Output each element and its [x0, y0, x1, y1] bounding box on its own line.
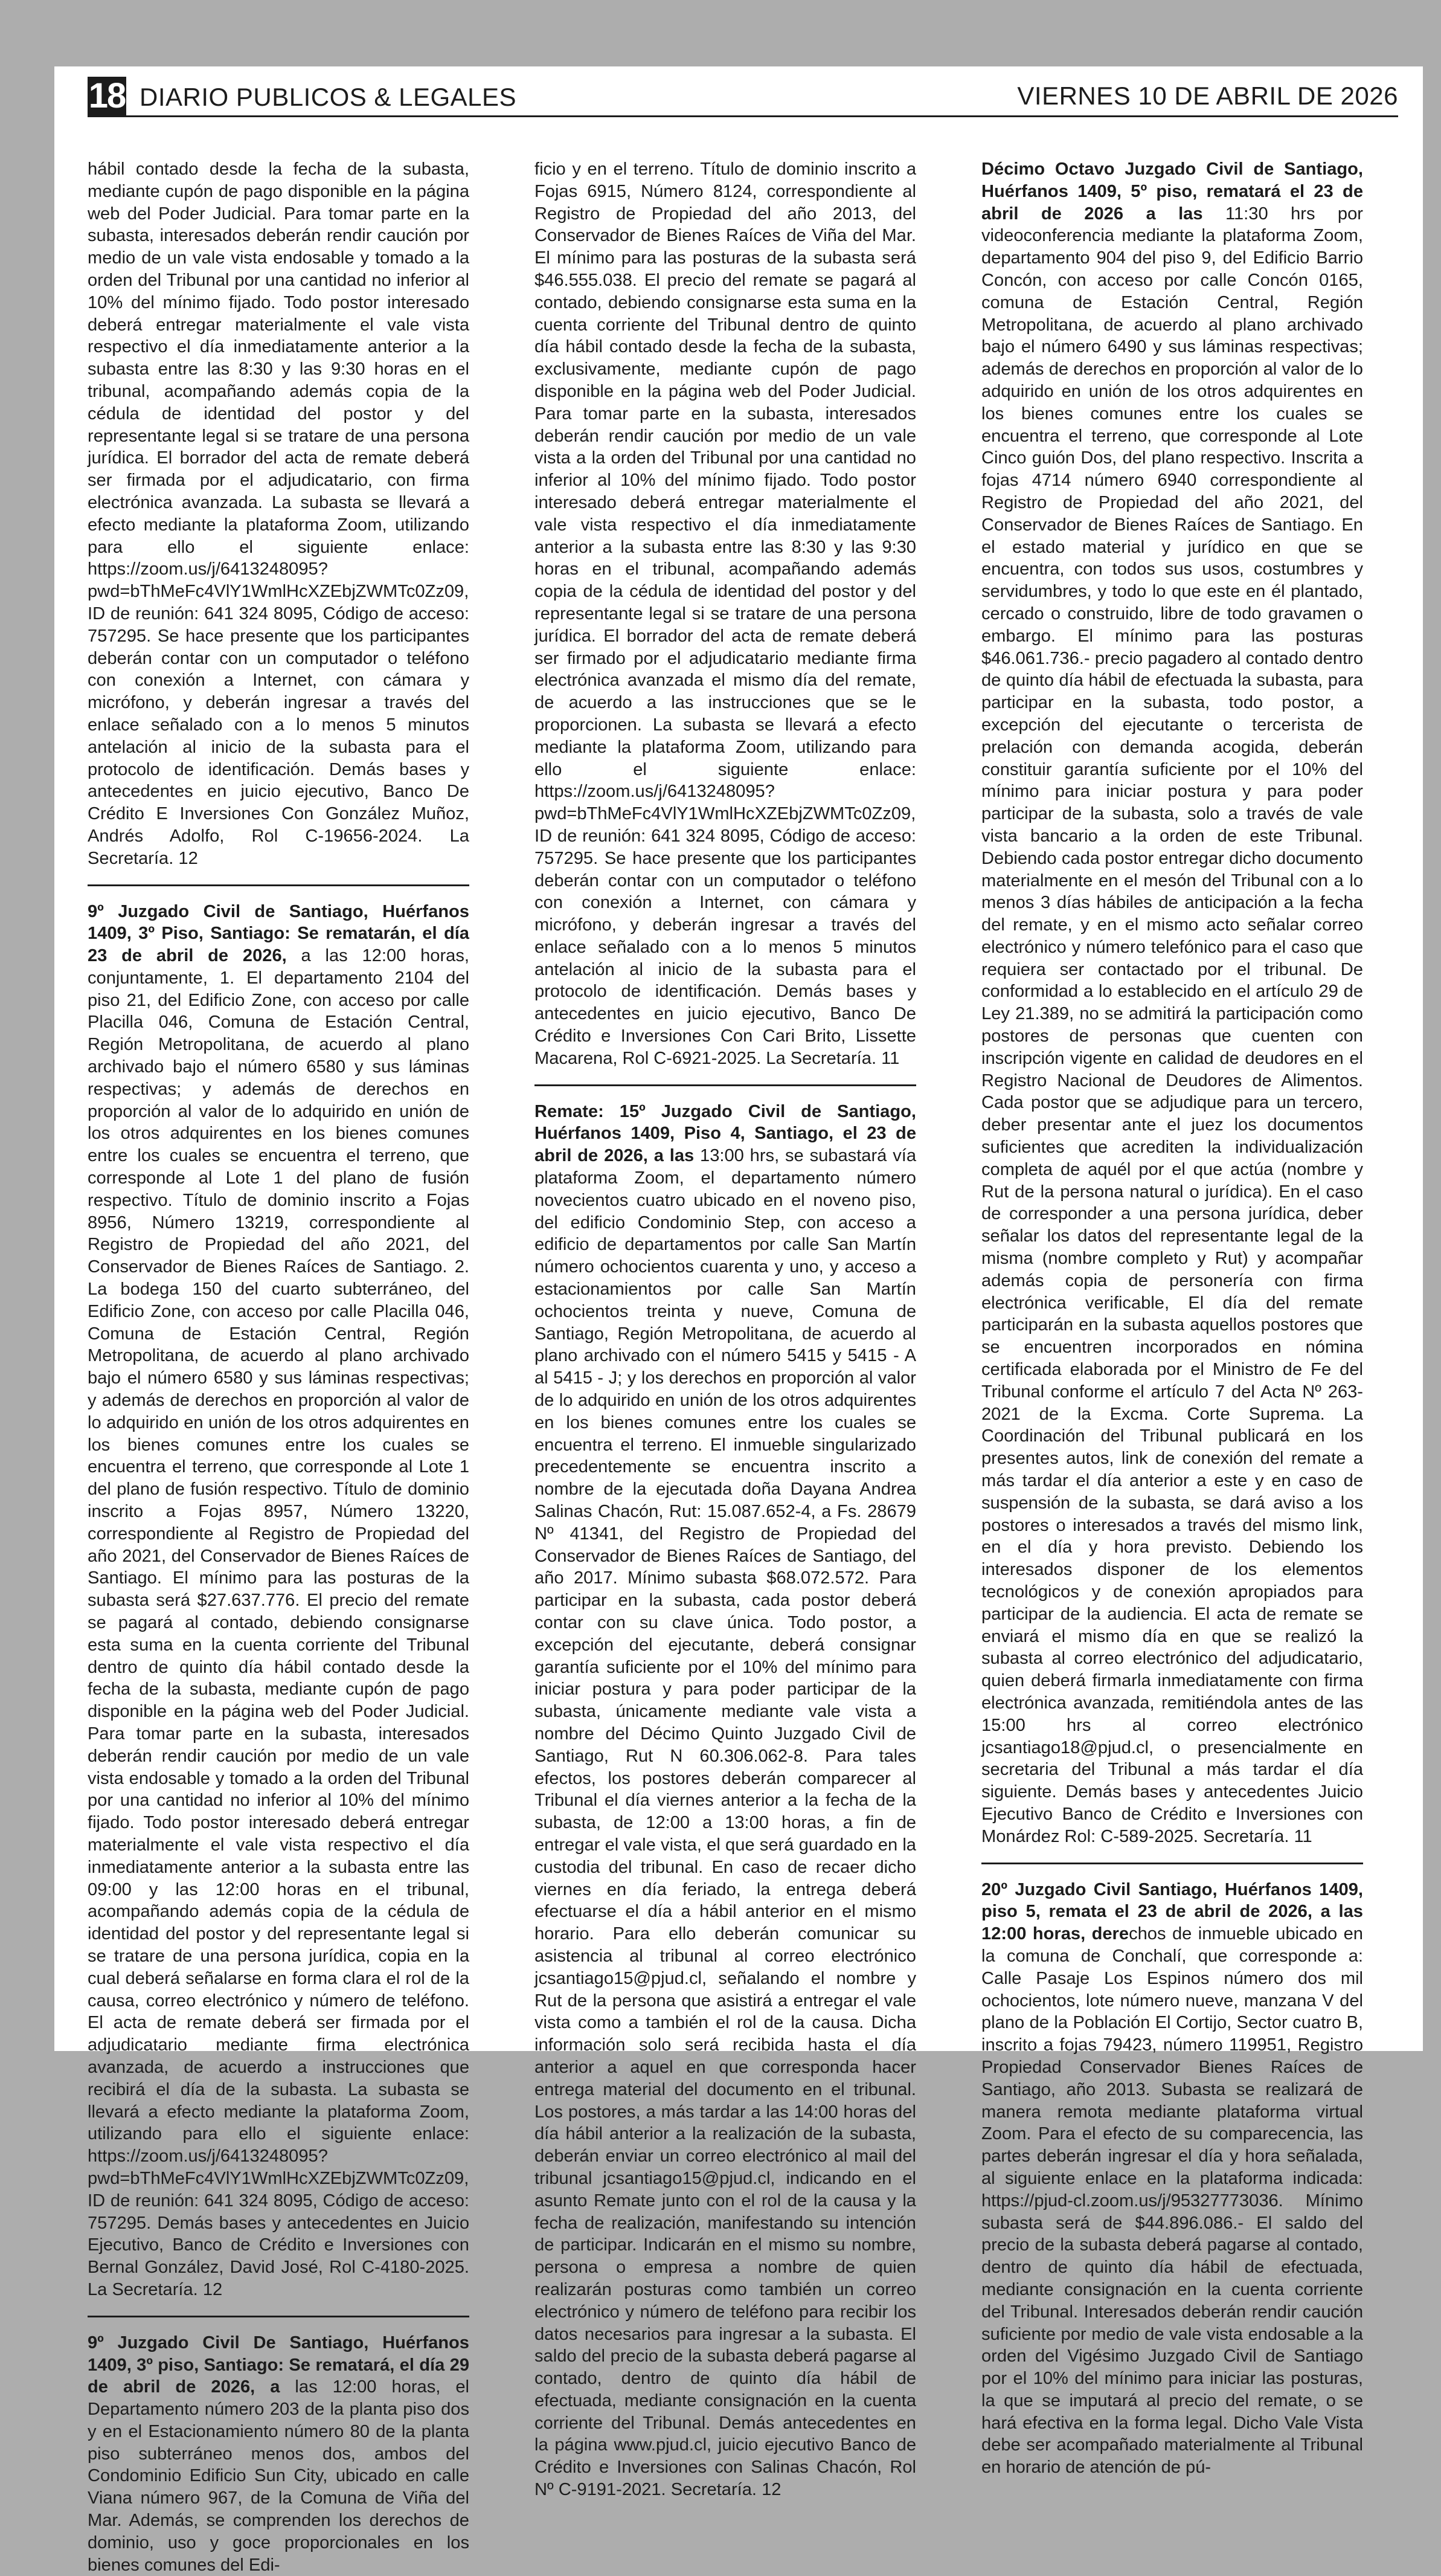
notice-text: ficio y en el terreno. Título de dominio inscrito a Fojas 6915, Número 8124, correspondiente al Registro de Propiedad del año 2013, del Conservador de Bienes Raíces de Viña del Mar. El mínimo para las posturas de la subasta será $46.555.038. El precio del remate se pagará al contado, debiendo consignarse esta suma en la cuenta corriente del Tribunal dentro de quinto día hábil contado desde la fecha de la subasta, exclusivamente, mediante cupón de pago disponible en la página web del Poder Judicial. Para tomar parte en la subasta, interesados deberán rendir caución por medio de un vale vista a la orden del Tribunal por una cantidad no inferior al 10% del mínimo fijado. Todo postor interesado deberá entregar materialmente el vale vista respectivo el día inmediatamente anterior a la subasta entre las 8:30 y las 9:30 horas en el tribunal, acompañando además copia de la cédula de identidad del postor y del representante legal si se tratare de una persona jurídica. El borrador del acta de remate deberá ser firmado por el adjudicatario mediante firma electrónica avanzada el mismo día del remate, de acuerdo a las instrucciones que se le proporcionen. La subasta se llevará a efecto mediante la plataforma Zoom, utilizando para ello el siguiente enlace: https://zoom.us/j/6413248095?pwd=bThMeFc4VlY1WmlHcXZEbjZWMTc0Zz09, ID de reunión: 641 324 8095, Código de acceso: 757295. Se hace presente que los participantes deberán contar con un computador o teléfono con conexión a Internet, con cámara y micrófono, y deberán ingresar a través del enlace señalado con a lo menos 5 minutos antelación al inicio de la subasta para el protocolo de identificación. Demás bases y antecedentes en juicio ejecutivo, Banco De Crédito e Inversiones Con Cari Brito, Lissette Macarena, Rol C-6921-2025. La Secretaría. 11 [534, 159, 916, 1068]
notice-text: hábil contado desde la fecha de la subasta, mediante cupón de pago disponible en la página web del Poder Judicial. Para tomar parte en la subasta, interesados deberán rendir caución por medio de un vale vista endosable y tomado a la orden del Tribunal por una cantidad no inferior al 10% del mínimo fijado. Todo postor interesado deberá entregar materialmente el vale vista respectivo el día inmediatamente anterior a la subasta entre las 8:30 y las 9:30 horas en el tribunal, acompañando además copia de la cédula de identidad del postor y del representante legal si se tratare de una persona jurídica. El borrador del acta de remate deberá ser firmada por el adjudicatario, con firma electrónica avanzada. La subasta se llevará a efecto mediante la plataforma Zoom, utilizando para ello el siguiente enlace: https://zoom.us/j/6413248095?pwd=bThMeFc4VlY1WmlHcXZEbjZWMTc0Zz09, ID de reunión: 641 324 8095, Código de acceso: 757295. Se hace presente que los participantes deberán contar con un computador o teléfono con conexión a Internet, con cámara y micrófono, y deberán ingresar a través del enlace señalado con a lo menos 5 minutos antelación al inicio de la subasta para el protocolo de identificación. Demás bases y antecedentes en juicio ejecutivo, Banco De Crédito E Inversiones Con González Muñoz, Andrés Adolfo, Rol C-19656-2024. La Secretaría. 12 [88, 159, 469, 868]
notice-heading: Décimo Octavo Juzgado Civil de Santiago, Huérfanos 1409, 5º piso, rematará el 23 de abril de 2026 a las [981, 159, 1363, 224]
notice-text: 13:00 hrs, se subastará vía plataforma Zoom, el departamento número novecientos cuatro ubicado en el noveno piso, del edificio Condominio Step, con acceso a edificio de departamentos por calle San Martín número ochocientos cuarenta y uno, y acceso a estacionamientos por calle San Martín ochocientos treinta y nueve, Comuna de Santiago, Región Metropolitana, de acuerdo al plano archivado con el número 5415 y 5415 - A al 5415 - J; y los derechos en proporción al valor de lo adquirido en unión de los otros adquirentes en los bienes comunes entre los cuales se encuentra el terreno. El inmueble singularizado precedentemente se encuentra inscrito a nombre de la ejecutada doña Dayana Andrea Salinas Chacón, Rut: 15.087.652-4, a Fs. 28679 Nº 41341, del Registro de Propiedad del Conservador de Bienes Raíces de Santiago, del año 2017. Mínimo subasta $68.072.572. Para participar en la subasta, cada postor deberá contar con su clave única. Todo postor, a excepción del ejecutante, deberá consignar garantía suficiente por el 10% del mínimo para iniciar postura y para poder participar de la subasta, únicamente mediante vale vista a nombre del Décimo Quinto Juzgado Civil de Santiago, Rut N 60.306.062-8. Para tales efectos, los postores deberán comparecer al Tribunal el día viernes anterior a la fecha de la subasta, de 12:00 a 13:00 horas, a fin de entregar el vale vista, el que será guardado en la custodia del tribunal. En caso de recaer dicho viernes en día feriado, la entrega deberá efectuarse el día a hábil anterior en el mismo horario. Para ello deberán comunicar su asistencia al tribunal al correo electrónico jcsantiago15@pjud.cl, señalando el nombre y Rut de la persona que asistirá a entregar el vale vista como a también el rol de la causa. Dicha información solo será recibida hasta el día anterior a aquel en que corresponda hacer entrega material del documento en el tribunal. Los postores, a más tardar a las 14:00 horas del día hábil anterior a la realización de la subasta, deberán enviar un correo electrónico al mail del tribunal jcsantiago15@pjud.cl, indicando en el asunto Remate junto con el rol de la causa y la fecha de realización, manifestando su intención de participar. Indicarán en el mismo su nombre, persona o empresa a nombre de quien realizarán posturas como también un correo electrónico y número de teléfono para recibir los datos necesarios para ingresar a la subasta. El saldo del precio de la subasta deberá pagarse al contado, dentro de quinto día hábil de efectuada, mediante consignación en la cuenta corriente del Tribunal. Demás antecedentes en la página www.pjud.cl, juicio ejecutivo Banco de Crédito e Inversiones con Salinas Chacón, Rol Nº C-9191-2021. Secretaría. 12 [534, 1146, 916, 2500]
notice-heading: 9º Juzgado Civil de Santiago, Huérfanos 1409, 3º Piso, Santiago: Se rematarán, el día 23 de abril de 2026, [88, 901, 469, 966]
notice-heading: 9º Juzgado Civil De Santiago, Huérfanos 1409, 3º piso, Santiago: Se rematará, el día 29 de abril de 2026, a [88, 2333, 469, 2397]
notice-text: a las 12:00 horas, conjuntamente, 1. El departamento 2104 del piso 21, del Edificio Zone, con acceso por calle Placilla 046, Comuna de Estación Central, Región Metropolitana, de acuerdo al plano archivado bajo el número 6580 y sus láminas respectivas; y además de derechos en proporción al valor de lo adquirido en unión de los otros adquirentes en los bienes comunes entre los cuales se encuentra el terreno, que corresponde al Lote 1 del plano de fusión respectivo. Título de dominio inscrito a Fojas 8956, Número 13219, correspondiente al Registro de Propiedad del año 2021, del Conservador de Bienes Raíces de Santiago. 2. La bodega 150 del cuarto subterráneo, del Edificio Zone, con acceso por calle Placilla 046, Comuna de Estación Central, Región Metropolitana, de acuerdo al plano archivado bajo el número 6580 y sus láminas respectivas; y además de derechos en proporción al valor de lo adquirido en unión de los otros adquirentes en los bienes comunes entre los cuales se encuentra el terreno, que corresponde al Lote 1 del plano de fusión respectivo. Título de dominio inscrito a Fojas 8957, Número 13220, correspondiente al Registro de Propiedad del año 2021, del Conservador de Bienes Raíces de Santiago. El mínimo para las posturas de la subasta será $27.637.776. El precio del remate se pagará al contado, debiendo consignarse esta suma en la cuenta corriente del Tribunal dentro de quinto día hábil contado desde la fecha de la subasta, mediante cupón de pago disponible en la página web del Poder Judicial. Para tomar parte en la subasta, interesados deberán rendir caución por medio de un vale vista endosable y tomado a la orden del Tribunal por una cantidad no inferior al 10% del mínimo fijado. Todo postor interesado deberá entregar materialmente el vale vista respectivo el día inmediatamente anterior a la subasta entre las 09:00 y las 12:00 horas en el tribunal, acompañando además copia de la cédula de identidad del postor y del representante legal si se tratare de una persona jurídica, copia en la cual deberá señalarse en forma clara el rol de la causa, correo electrónico y número de teléfono. El acta de remate deberá ser firmada por el adjudicatario mediante firma electrónica avanzada, de acuerdo a instrucciones que recibirá el día de la subasta. La subasta se llevará a efecto mediante la plataforma Zoom, utilizando para ello el siguiente enlace: https://zoom.us/j/6413248095?pwd=bThMeFc4VlY1WmlHcXZEbjZWMTc0Zz09, ID de reunión: 641 324 8095, Código de acceso: 757295. Demás bases y antecedentes en Juicio Ejecutivo, Banco de Crédito e Inversiones con Bernal González, David José, Rol C-4180-2025. La Secretaría. 12 [88, 946, 469, 2299]
column-1 [88, 158, 469, 2575]
notice [88, 901, 469, 2301]
notice [534, 1101, 916, 2501]
notice [981, 1879, 1363, 2479]
page-number: 18 [88, 76, 126, 115]
header-rule [88, 115, 1398, 117]
page-header [88, 76, 1398, 117]
publication-title: DIARIO PUBLICOS & LEGALES [140, 83, 517, 111]
notice-separator [88, 884, 469, 886]
notice-separator [981, 1863, 1363, 1864]
notice [88, 2332, 469, 2576]
column-3 [981, 158, 1363, 2478]
notice-heading: 20º Juzgado Civil Santiago, Huérfanos 1409, piso 5, remata el 23 de abril de 2026, a las 12:00 horas, dere [981, 1879, 1363, 1944]
notice-text: las 12:00 horas, el Departamento número 203 de la planta piso dos y en el Estacionamiento número 80 de la planta piso subterráneo menos dos, ambos del Condominio Edificio Sun City, ubicado en calle Viana número 967, de la Comuna de Viña del Mar. Además, se comprenden los derechos de dominio, uso y goce proporcionales en los bienes comunes del Edi- [88, 2377, 469, 2575]
notice [981, 158, 1363, 1848]
notice-separator [534, 1084, 916, 1086]
notice-heading: Remate: 15º Juzgado Civil de Santiago, Huérfanos 1409, Piso 4, Santiago, el 23 de abril de 2026, a las [534, 1101, 916, 1166]
notice-text: 11:30 hrs por videoconferencia mediante la plataforma Zoom, departamento 904 del piso 9, del Edificio Barrio Concón, con acceso por calle Concón 0165, comuna de Estación Central, Región Metropolitana, de acuerdo al plano archivado bajo el número 6490 y sus láminas respectivas; además de derechos en proporción al valor de lo adquirido en unión de los otros adquirentes en los bienes comunes entre los cuales se encuentra el terreno, que corresponde al Lote Cinco guión Dos, del plano respectivo. Inscrita a fojas 4714 número 6940 correspondiente al Registro de Propiedad del año 2021, del Conservador de Bienes Raíces de Santiago. En el estado material y jurídico en que se encuentra, con todos sus usos, costumbres y servidumbres, y todo lo que este en él plantado, cercado o construido, libre de todo gravamen o embargo. El mínimo para las posturas $46.061.736.- precio pagadero al contado dentro de quinto día hábil de efectuada la subasta, para participar en la subasta, todo postor, a excepción del ejecutante o tercerista de prelación con demanda acogida, deberán constituir garantía suficiente por el 10% del mínimo para iniciar postura y para poder participar de la subasta, solo a través de vale vista bancario a la orden de este Tribunal. Debiendo cada postor entregar dicho documento materialmente en el mesón del Tribunal con a lo menos 3 días hábiles de anticipación a la fecha del remate, y en el mismo acto señalar correo electrónico y número telefónico para el caso que requiera ser contactado por el tribunal. De conformidad a lo establecido en el artículo 29 de Ley 21.389, no se admitirá la participación como postores de personas que cuenten con inscripción vigente en calidad de deudores en el Registro Nacional de Deudores de Alimentos. Cada postor que se adjudique para un tercero, deber presentar ante el juez los documentos suficientes que acrediten la individualización completa de aquél por el que actúa (nombre y Rut de la persona natural o jurídica). En el caso de corresponder a una persona jurídica, deber señalar los datos del representante legal de la misma (nombre completo y Rut) y acompañar además copia de personería con firma electrónica verificable, El día del remate participarán en la subasta aquellos postores que se encuentren incorporados en nómina certificada elaborada por el Ministro de Fe del Tribunal conforme el artículo 7 del Acta Nº 263-2021 de la Excma. Corte Suprema. La Coordinación del Tribunal publicará en los presentes autos, link de conexión del remate a más tardar el día anterior a este y en caso de suspensión de la subasta, se dará aviso a los postores o interesados a través del mismo link, en el día y hora previsto. Debiendo los interesados disponer de los elementos tecnológicos y de conexión apropiados para participar de la audiencia. El acta de remate se enviará el mismo día en que se realizó la subasta al correo electrónico del adjudicatario, quien deberá firmarla inmediatamente con firma electrónica avanzada, remitiéndola antes de las 15:00 hrs al correo electrónico jcsantiago18@pjud.cl, o presencialmente en secretaria del Tribunal a más tardar el día siguiente. Demás bases y antecedentes Juicio Ejecutivo Banco de Crédito e Inversiones con Monárdez Rol: C-589-2025. Secretaría. 11 [981, 204, 1363, 1846]
publication-date: VIERNES 10 DE ABRIL DE 2026 [1017, 82, 1398, 110]
notice-text: chos de inmueble ubicado en la comuna de Conchalí, que corresponde a: Calle Pasaje Los Espinos número dos mil ochocientos, lote número nueve, manzana V del plano de la Población El Cortijo, Sector cuatro B, inscrito a fojas 79423, número 119951, Registro Propiedad Conservador Bienes Raíces de Santiago, año 2013. Subasta se realizará de manera remota mediante plataforma virtual Zoom. Para el efecto de su comparecencia, las partes deberán ingresar el día y hora señalada, al siguiente enlace en la plataforma indicada: https://pjud-cl.zoom.us/j/95327773036. Mínimo subasta será de $44.896.086.- El saldo del precio de la subasta deberá pagarse al contado, dentro de quinto día hábil de efectuada, mediante consignación en la cuenta corriente del Tribunal. Interesados deberán rendir caución suficiente por medio de vale vista endosable a la orden del Vigésimo Juzgado Civil de Santiago por el 10% del mínimo para iniciar las posturas, la que se imputará al precio del remate, o se hará efectiva en la forma legal. Dicho Vale Vista debe ser acompañado materialmente al Tribunal en horario de atención de pú- [981, 1924, 1363, 2478]
column-2 [534, 158, 916, 2500]
notice-separator [88, 2316, 469, 2317]
